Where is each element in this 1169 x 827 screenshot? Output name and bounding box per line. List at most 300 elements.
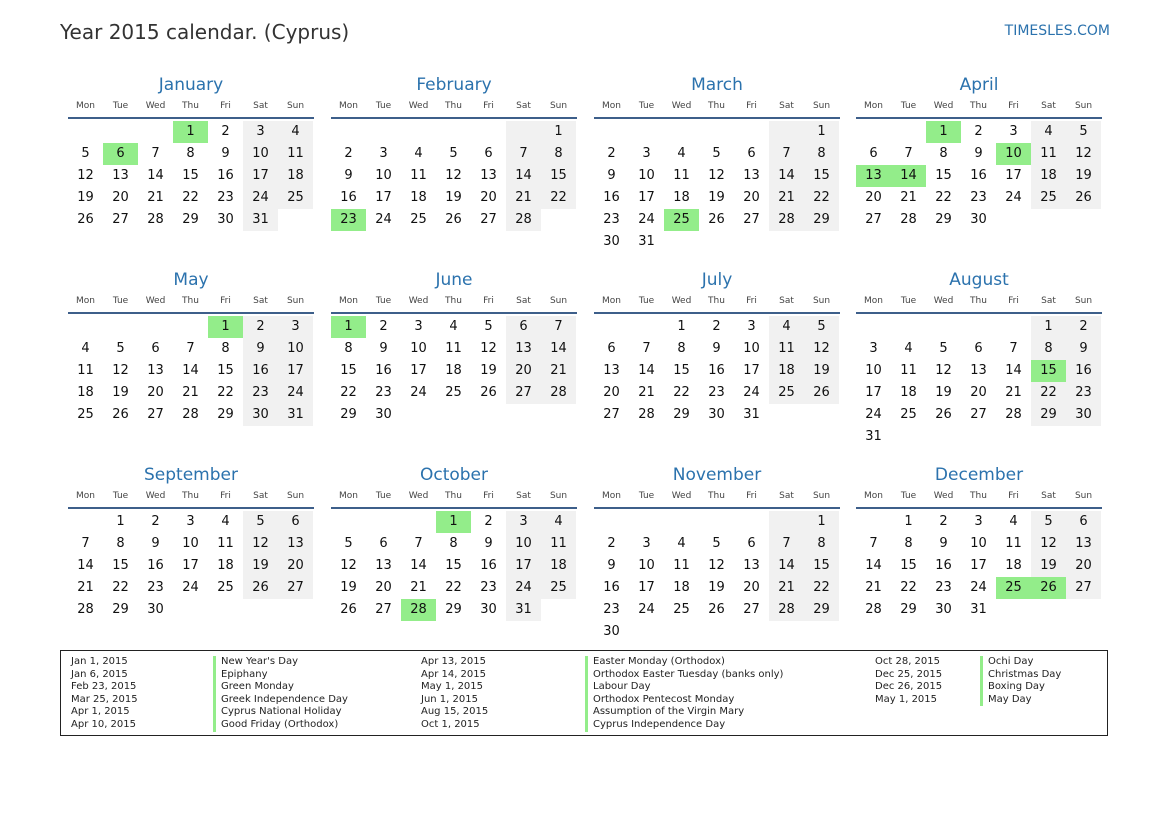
- day-cell[interactable]: 24: [410, 385, 427, 400]
- day-cell[interactable]: 23: [708, 385, 725, 400]
- day-cell[interactable]: 8: [939, 146, 948, 161]
- day-cell[interactable]: 26: [1031, 577, 1066, 599]
- day-cell[interactable]: 19: [480, 363, 497, 378]
- day-cell[interactable]: 13: [375, 558, 392, 573]
- day-cell[interactable]: 21: [506, 187, 541, 209]
- day-cell[interactable]: 10: [638, 558, 655, 573]
- day-cell[interactable]: 1: [804, 511, 839, 533]
- day-cell[interactable]: 18: [445, 363, 462, 378]
- day-cell[interactable]: 14: [410, 558, 427, 573]
- day-cell[interactable]: 7: [1009, 341, 1018, 356]
- day-cell[interactable]: 17: [743, 363, 760, 378]
- day-cell[interactable]: 28: [1005, 407, 1022, 422]
- day-cell[interactable]: 19: [77, 190, 94, 205]
- day-cell[interactable]: 15: [935, 168, 952, 183]
- day-cell[interactable]: 7: [642, 341, 651, 356]
- day-cell[interactable]: 2: [344, 146, 353, 161]
- day-cell[interactable]: 24: [506, 577, 541, 599]
- day-cell[interactable]: 8: [677, 341, 686, 356]
- day-cell[interactable]: 14: [638, 363, 655, 378]
- day-cell[interactable]: 24: [970, 580, 987, 595]
- day-cell[interactable]: 29: [804, 209, 839, 231]
- day-cell[interactable]: 13: [856, 165, 891, 187]
- day-cell[interactable]: 21: [541, 360, 576, 382]
- day-cell[interactable]: 12: [935, 363, 952, 378]
- day-cell[interactable]: 24: [638, 212, 655, 227]
- day-cell[interactable]: 5: [712, 146, 721, 161]
- day-cell[interactable]: 25: [541, 577, 576, 599]
- day-cell[interactable]: 17: [243, 165, 278, 187]
- day-cell[interactable]: 7: [769, 143, 804, 165]
- day-cell[interactable]: 4: [677, 146, 686, 161]
- day-cell[interactable]: 10: [375, 168, 392, 183]
- day-cell[interactable]: 11: [278, 143, 313, 165]
- day-cell[interactable]: 24: [278, 382, 313, 404]
- day-cell[interactable]: 27: [112, 212, 129, 227]
- day-cell[interactable]: 17: [182, 558, 199, 573]
- day-cell[interactable]: 9: [939, 536, 948, 551]
- day-cell[interactable]: 17: [410, 363, 427, 378]
- day-cell[interactable]: 3: [414, 319, 423, 334]
- day-cell[interactable]: 10: [743, 341, 760, 356]
- day-cell[interactable]: 26: [480, 385, 497, 400]
- day-cell[interactable]: 29: [1031, 404, 1066, 426]
- day-cell[interactable]: 23: [970, 190, 987, 205]
- day-cell[interactable]: 26: [243, 577, 278, 599]
- day-cell[interactable]: 3: [278, 316, 313, 338]
- day-cell[interactable]: 12: [112, 363, 129, 378]
- day-cell[interactable]: 27: [480, 212, 497, 227]
- day-cell[interactable]: 9: [344, 168, 353, 183]
- day-cell[interactable]: 22: [935, 190, 952, 205]
- day-cell[interactable]: 9: [607, 168, 616, 183]
- day-cell[interactable]: 1: [804, 121, 839, 143]
- day-cell[interactable]: 3: [869, 341, 878, 356]
- day-cell[interactable]: 30: [603, 624, 620, 639]
- day-cell[interactable]: 3: [1009, 124, 1018, 139]
- day-cell[interactable]: 13: [743, 558, 760, 573]
- day-cell[interactable]: 24: [243, 187, 278, 209]
- day-cell[interactable]: 19: [445, 190, 462, 205]
- day-cell[interactable]: 6: [974, 341, 983, 356]
- day-cell[interactable]: 21: [147, 190, 164, 205]
- day-cell[interactable]: 14: [1005, 363, 1022, 378]
- day-cell[interactable]: 4: [221, 514, 230, 529]
- day-cell[interactable]: 23: [480, 580, 497, 595]
- day-cell[interactable]: 28: [769, 599, 804, 621]
- day-cell[interactable]: 25: [1031, 187, 1066, 209]
- day-cell[interactable]: 14: [506, 165, 541, 187]
- day-cell[interactable]: 13: [112, 168, 129, 183]
- day-cell[interactable]: 31: [865, 429, 882, 444]
- day-cell[interactable]: 3: [642, 536, 651, 551]
- day-cell[interactable]: 30: [970, 212, 987, 227]
- day-cell[interactable]: 17: [278, 360, 313, 382]
- day-cell[interactable]: 8: [449, 536, 458, 551]
- day-cell[interactable]: 9: [379, 341, 388, 356]
- day-cell[interactable]: 24: [1005, 190, 1022, 205]
- day-cell[interactable]: 3: [747, 319, 756, 334]
- day-cell[interactable]: 27: [278, 577, 313, 599]
- day-cell[interactable]: 23: [217, 190, 234, 205]
- day-cell[interactable]: 11: [1005, 536, 1022, 551]
- day-cell[interactable]: 15: [445, 558, 462, 573]
- day-cell[interactable]: 30: [603, 234, 620, 249]
- day-cell[interactable]: 26: [804, 382, 839, 404]
- day-cell[interactable]: 3: [379, 146, 388, 161]
- day-cell[interactable]: 9: [712, 341, 721, 356]
- day-cell[interactable]: 12: [340, 558, 357, 573]
- day-cell[interactable]: 29: [900, 602, 917, 617]
- day-cell[interactable]: 28: [638, 407, 655, 422]
- day-cell[interactable]: 6: [747, 536, 756, 551]
- day-cell[interactable]: 5: [804, 316, 839, 338]
- day-cell[interactable]: 11: [217, 536, 234, 551]
- day-cell[interactable]: 16: [970, 168, 987, 183]
- day-cell[interactable]: 9: [484, 536, 493, 551]
- day-cell[interactable]: 25: [410, 212, 427, 227]
- day-cell[interactable]: 8: [116, 536, 125, 551]
- day-cell[interactable]: 24: [865, 407, 882, 422]
- day-cell[interactable]: 20: [970, 385, 987, 400]
- day-cell[interactable]: 14: [541, 338, 576, 360]
- day-cell[interactable]: 15: [340, 363, 357, 378]
- day-cell[interactable]: 4: [449, 319, 458, 334]
- day-cell[interactable]: 16: [480, 558, 497, 573]
- day-cell[interactable]: 20: [743, 190, 760, 205]
- day-cell[interactable]: 23: [243, 382, 278, 404]
- day-cell[interactable]: 2: [974, 124, 983, 139]
- day-cell[interactable]: 10: [182, 536, 199, 551]
- day-cell[interactable]: 10: [865, 363, 882, 378]
- day-cell[interactable]: 18: [900, 385, 917, 400]
- day-cell[interactable]: 26: [935, 407, 952, 422]
- day-cell[interactable]: 30: [375, 407, 392, 422]
- day-cell[interactable]: 2: [379, 319, 388, 334]
- day-cell[interactable]: 11: [445, 341, 462, 356]
- day-cell[interactable]: 20: [480, 190, 497, 205]
- day-cell[interactable]: 22: [445, 580, 462, 595]
- day-cell[interactable]: 17: [375, 190, 392, 205]
- day-cell[interactable]: 2: [712, 319, 721, 334]
- day-cell[interactable]: 24: [182, 580, 199, 595]
- day-cell[interactable]: 2: [221, 124, 230, 139]
- day-cell[interactable]: 5: [1066, 121, 1101, 143]
- day-cell[interactable]: 8: [804, 143, 839, 165]
- day-cell[interactable]: 25: [664, 209, 699, 231]
- day-cell[interactable]: 14: [77, 558, 94, 573]
- day-cell[interactable]: 16: [243, 360, 278, 382]
- day-cell[interactable]: 14: [182, 363, 199, 378]
- day-cell[interactable]: 8: [804, 533, 839, 555]
- day-cell[interactable]: 16: [1066, 360, 1101, 382]
- day-cell[interactable]: 16: [603, 580, 620, 595]
- day-cell[interactable]: 4: [677, 536, 686, 551]
- day-cell[interactable]: 19: [935, 385, 952, 400]
- day-cell[interactable]: 11: [77, 363, 94, 378]
- day-cell[interactable]: 21: [77, 580, 94, 595]
- day-cell[interactable]: 3: [974, 514, 983, 529]
- day-cell[interactable]: 7: [506, 143, 541, 165]
- day-cell[interactable]: 13: [506, 338, 541, 360]
- day-cell[interactable]: 2: [607, 536, 616, 551]
- day-cell[interactable]: 22: [900, 580, 917, 595]
- day-cell[interactable]: 25: [769, 382, 804, 404]
- day-cell[interactable]: 22: [804, 577, 839, 599]
- day-cell[interactable]: 25: [217, 580, 234, 595]
- day-cell[interactable]: 18: [1031, 165, 1066, 187]
- day-cell[interactable]: 29: [182, 212, 199, 227]
- day-cell[interactable]: 24: [743, 385, 760, 400]
- day-cell[interactable]: 8: [904, 536, 913, 551]
- day-cell[interactable]: 3: [506, 511, 541, 533]
- day-cell[interactable]: 5: [243, 511, 278, 533]
- day-cell[interactable]: 18: [673, 580, 690, 595]
- day-cell[interactable]: 12: [243, 533, 278, 555]
- day-cell[interactable]: 1: [173, 121, 208, 143]
- day-cell[interactable]: 29: [804, 599, 839, 621]
- day-cell[interactable]: 10: [638, 168, 655, 183]
- day-cell[interactable]: 2: [1066, 316, 1101, 338]
- day-cell[interactable]: 31: [638, 234, 655, 249]
- day-cell[interactable]: 25: [77, 407, 94, 422]
- day-cell[interactable]: 17: [638, 580, 655, 595]
- day-cell[interactable]: 4: [81, 341, 90, 356]
- day-cell[interactable]: 27: [506, 382, 541, 404]
- day-cell[interactable]: 19: [804, 360, 839, 382]
- day-cell[interactable]: 23: [331, 209, 366, 231]
- day-cell[interactable]: 10: [278, 338, 313, 360]
- day-cell[interactable]: 22: [804, 187, 839, 209]
- day-cell[interactable]: 9: [1066, 338, 1101, 360]
- day-cell[interactable]: 11: [1031, 143, 1066, 165]
- day-cell[interactable]: 28: [900, 212, 917, 227]
- day-cell[interactable]: 2: [939, 514, 948, 529]
- day-cell[interactable]: 7: [769, 533, 804, 555]
- day-cell[interactable]: 18: [673, 190, 690, 205]
- day-cell[interactable]: 28: [77, 602, 94, 617]
- day-cell[interactable]: 14: [769, 165, 804, 187]
- day-cell[interactable]: 30: [243, 404, 278, 426]
- day-cell[interactable]: 15: [112, 558, 129, 573]
- day-cell[interactable]: 25: [278, 187, 313, 209]
- day-cell[interactable]: 11: [769, 338, 804, 360]
- day-cell[interactable]: 12: [708, 558, 725, 573]
- day-cell[interactable]: 17: [865, 385, 882, 400]
- day-cell[interactable]: 8: [1031, 338, 1066, 360]
- day-cell[interactable]: 19: [1066, 165, 1101, 187]
- day-cell[interactable]: 6: [1066, 511, 1101, 533]
- day-cell[interactable]: 6: [484, 146, 493, 161]
- day-cell[interactable]: 12: [708, 168, 725, 183]
- day-cell[interactable]: 31: [970, 602, 987, 617]
- day-cell[interactable]: 7: [904, 146, 913, 161]
- day-cell[interactable]: 20: [506, 360, 541, 382]
- day-cell[interactable]: 20: [743, 580, 760, 595]
- day-cell[interactable]: 4: [1031, 121, 1066, 143]
- day-cell[interactable]: 2: [151, 514, 160, 529]
- day-cell[interactable]: 31: [743, 407, 760, 422]
- day-cell[interactable]: 17: [970, 558, 987, 573]
- day-cell[interactable]: 27: [970, 407, 987, 422]
- day-cell[interactable]: 17: [638, 190, 655, 205]
- day-cell[interactable]: 21: [182, 385, 199, 400]
- day-cell[interactable]: 13: [1066, 533, 1101, 555]
- day-cell[interactable]: 19: [112, 385, 129, 400]
- day-cell[interactable]: 23: [375, 385, 392, 400]
- day-cell[interactable]: 31: [506, 599, 541, 621]
- day-cell[interactable]: 23: [603, 602, 620, 617]
- day-cell[interactable]: 22: [1031, 382, 1066, 404]
- day-cell[interactable]: 13: [603, 363, 620, 378]
- day-cell[interactable]: 16: [217, 168, 234, 183]
- day-cell[interactable]: 23: [147, 580, 164, 595]
- day-cell[interactable]: 21: [638, 385, 655, 400]
- day-cell[interactable]: 5: [712, 536, 721, 551]
- day-cell[interactable]: 8: [221, 341, 230, 356]
- day-cell[interactable]: 16: [603, 190, 620, 205]
- day-cell[interactable]: 4: [904, 341, 913, 356]
- day-cell[interactable]: 16: [375, 363, 392, 378]
- day-cell[interactable]: 12: [1066, 143, 1101, 165]
- day-cell[interactable]: 19: [708, 190, 725, 205]
- day-cell[interactable]: 22: [182, 190, 199, 205]
- day-cell[interactable]: 27: [375, 602, 392, 617]
- day-cell[interactable]: 12: [445, 168, 462, 183]
- day-cell[interactable]: 29: [340, 407, 357, 422]
- day-cell[interactable]: 12: [77, 168, 94, 183]
- day-cell[interactable]: 16: [935, 558, 952, 573]
- day-cell[interactable]: 27: [147, 407, 164, 422]
- day-cell[interactable]: 13: [970, 363, 987, 378]
- day-cell[interactable]: 15: [804, 555, 839, 577]
- day-cell[interactable]: 20: [1066, 555, 1101, 577]
- day-cell[interactable]: 28: [147, 212, 164, 227]
- day-cell[interactable]: 12: [480, 341, 497, 356]
- day-cell[interactable]: 5: [449, 146, 458, 161]
- day-cell[interactable]: 1: [677, 319, 686, 334]
- day-cell[interactable]: 26: [340, 602, 357, 617]
- day-cell[interactable]: 6: [747, 146, 756, 161]
- day-cell[interactable]: 7: [414, 536, 423, 551]
- day-cell[interactable]: 4: [541, 511, 576, 533]
- day-cell[interactable]: 1: [116, 514, 125, 529]
- day-cell[interactable]: 5: [484, 319, 493, 334]
- day-cell[interactable]: 29: [935, 212, 952, 227]
- day-cell[interactable]: 6: [607, 341, 616, 356]
- day-cell[interactable]: 1: [904, 514, 913, 529]
- day-cell[interactable]: 6: [103, 143, 138, 165]
- day-cell[interactable]: 22: [541, 187, 576, 209]
- day-cell[interactable]: 28: [769, 209, 804, 231]
- day-cell[interactable]: 11: [900, 363, 917, 378]
- day-cell[interactable]: 6: [506, 316, 541, 338]
- day-cell[interactable]: 21: [865, 580, 882, 595]
- day-cell[interactable]: 19: [340, 580, 357, 595]
- day-cell[interactable]: 9: [243, 338, 278, 360]
- day-cell[interactable]: 30: [480, 602, 497, 617]
- day-cell[interactable]: 13: [743, 168, 760, 183]
- day-cell[interactable]: 4: [769, 316, 804, 338]
- day-cell[interactable]: 24: [375, 212, 392, 227]
- day-cell[interactable]: 26: [708, 212, 725, 227]
- day-cell[interactable]: 18: [541, 555, 576, 577]
- day-cell[interactable]: 30: [147, 602, 164, 617]
- day-cell[interactable]: 19: [243, 555, 278, 577]
- day-cell[interactable]: 16: [340, 190, 357, 205]
- day-cell[interactable]: 5: [116, 341, 125, 356]
- day-cell[interactable]: 26: [112, 407, 129, 422]
- day-cell[interactable]: 25: [996, 577, 1031, 599]
- day-cell[interactable]: 8: [186, 146, 195, 161]
- day-cell[interactable]: 29: [112, 602, 129, 617]
- day-cell[interactable]: 6: [379, 536, 388, 551]
- day-cell[interactable]: 9: [151, 536, 160, 551]
- day-cell[interactable]: 3: [186, 514, 195, 529]
- day-cell[interactable]: 29: [445, 602, 462, 617]
- day-cell[interactable]: 25: [445, 385, 462, 400]
- day-cell[interactable]: 21: [1005, 385, 1022, 400]
- day-cell[interactable]: 21: [410, 580, 427, 595]
- day-cell[interactable]: 31: [243, 209, 278, 231]
- day-cell[interactable]: 5: [81, 146, 90, 161]
- day-cell[interactable]: 14: [769, 555, 804, 577]
- day-cell[interactable]: 22: [112, 580, 129, 595]
- day-cell[interactable]: 18: [410, 190, 427, 205]
- day-cell[interactable]: 30: [708, 407, 725, 422]
- day-cell[interactable]: 11: [410, 168, 427, 183]
- day-cell[interactable]: 15: [900, 558, 917, 573]
- day-cell[interactable]: 23: [1066, 382, 1101, 404]
- day-cell[interactable]: 18: [77, 385, 94, 400]
- day-cell[interactable]: 31: [278, 404, 313, 426]
- day-cell[interactable]: 7: [541, 316, 576, 338]
- day-cell[interactable]: 15: [804, 165, 839, 187]
- day-cell[interactable]: 26: [445, 212, 462, 227]
- day-cell[interactable]: 21: [900, 190, 917, 205]
- day-cell[interactable]: 14: [891, 165, 926, 187]
- day-cell[interactable]: 18: [1005, 558, 1022, 573]
- day-cell[interactable]: 19: [708, 580, 725, 595]
- day-cell[interactable]: 11: [673, 168, 690, 183]
- day-cell[interactable]: 21: [769, 577, 804, 599]
- day-cell[interactable]: 15: [541, 165, 576, 187]
- day-cell[interactable]: 28: [865, 602, 882, 617]
- day-cell[interactable]: 30: [1066, 404, 1101, 426]
- day-cell[interactable]: 22: [217, 385, 234, 400]
- day-cell[interactable]: 7: [151, 146, 160, 161]
- day-cell[interactable]: 19: [1031, 555, 1066, 577]
- day-cell[interactable]: 26: [77, 212, 94, 227]
- day-cell[interactable]: 10: [410, 341, 427, 356]
- day-cell[interactable]: 14: [147, 168, 164, 183]
- day-cell[interactable]: 20: [278, 555, 313, 577]
- day-cell[interactable]: 27: [743, 212, 760, 227]
- day-cell[interactable]: 5: [939, 341, 948, 356]
- day-cell[interactable]: 20: [112, 190, 129, 205]
- day-cell[interactable]: 2: [243, 316, 278, 338]
- day-cell[interactable]: 3: [243, 121, 278, 143]
- day-cell[interactable]: 18: [217, 558, 234, 573]
- day-cell[interactable]: 6: [869, 146, 878, 161]
- day-cell[interactable]: 11: [541, 533, 576, 555]
- day-cell[interactable]: 4: [414, 146, 423, 161]
- day-cell[interactable]: 4: [278, 121, 313, 143]
- day-cell[interactable]: 18: [769, 360, 804, 382]
- day-cell[interactable]: 28: [506, 209, 541, 231]
- day-cell[interactable]: 30: [217, 212, 234, 227]
- day-cell[interactable]: 4: [1009, 514, 1018, 529]
